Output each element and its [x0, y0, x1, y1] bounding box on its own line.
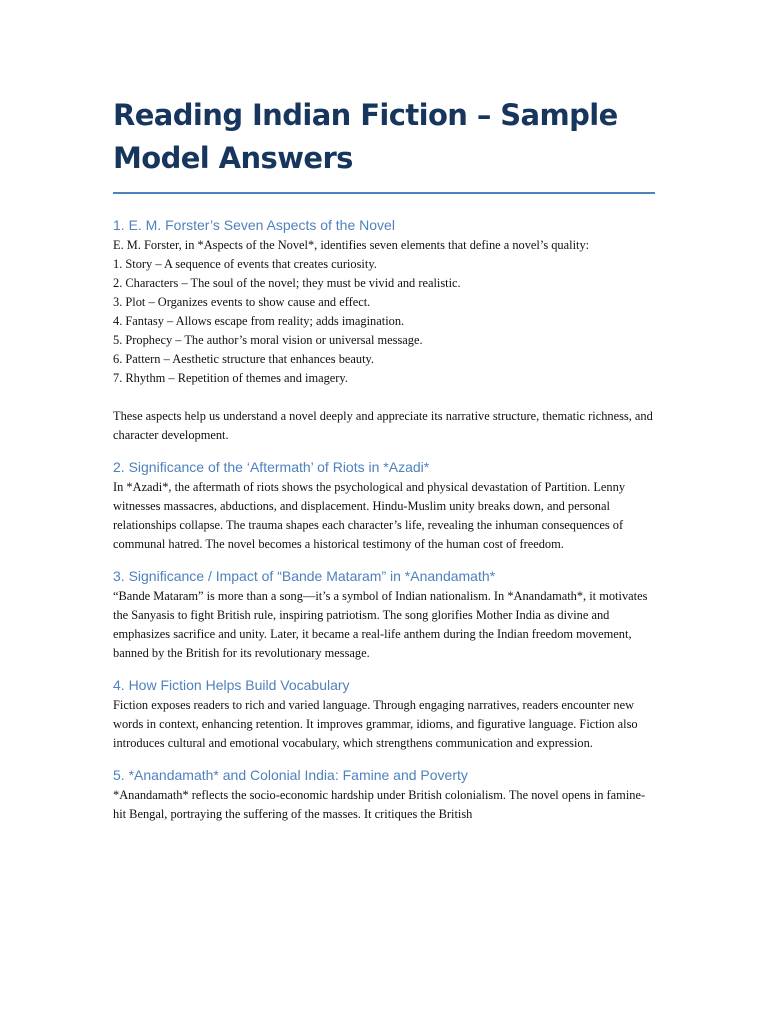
list-item: 3. Plot – Organizes events to show cause and effect. — [113, 295, 371, 309]
list-item: 7. Rhythm – Repetition of themes and imagery. — [113, 371, 348, 385]
section-heading: 2. Significance of the ‘Aftermath’ of Riots in *Azadi* — [113, 459, 430, 475]
section-body: In *Azadi*, the aftermath of riots shows the psychological and physical devastation of Partition. Lenny witnesses massacres, abductions, and displacement. Hindu-Muslim unity breaks down, and personal relationships collapse. The trauma shapes each character’s life, revealing the inhuman consequences of communal hatred. The novel becomes a historical testimony of the human cost of freedom. — [113, 480, 626, 551]
section-body: “Bande Mataram” is more than a song—it’s a symbol of Indian nationalism. In *Anandamath*, it motivates the Sanyasis to fight British rule, inspiring patriotism. The song glorifies Mother India as divine and emphasizes sacrifice and unity. Later, it became a real-life anthem during the Indian freedom movement, banned by the British for its revolutionary message. — [113, 589, 648, 660]
title-underline — [113, 192, 655, 194]
list-item: 6. Pattern – Aesthetic structure that enhances beauty. — [113, 352, 375, 366]
section-anandamath-colonial — [113, 765, 654, 824]
section-heading: 5. *Anandamath* and Colonial India: Famine and Poverty — [113, 767, 468, 783]
section-body: *Anandamath* reflects the socio-economic hardship under British colonialism. The novel opens in famine-hit Bengal, portraying the suffering of the masses. It critiques the British — [113, 788, 646, 821]
section-heading: 1. E. M. Forster’s Seven Aspects of the Novel — [113, 217, 395, 233]
list-item: 5. Prophecy – The author’s moral vision or universal message. — [113, 333, 423, 347]
section-azadi-aftermath — [113, 457, 654, 554]
list-item: 4. Fantasy – Allows escape from reality; adds imagination. — [113, 314, 405, 328]
section-forster-aspects — [113, 215, 654, 445]
section-bande-mataram — [113, 566, 654, 663]
aspects-list — [113, 255, 654, 388]
section-body: Fiction exposes readers to rich and varied language. Through engaging narratives, readers encounter new words in context, enhancing retention. It improves grammar, idioms, and figurative language. Fiction also introduces cultural and emotional vocabulary, which strengthens communication and expression. — [113, 698, 638, 750]
section-heading: 4. How Fiction Helps Build Vocabulary — [113, 677, 350, 693]
section-fiction-vocabulary — [113, 675, 654, 753]
document-title: Reading Indian Fiction – Sample Model Answers — [113, 98, 618, 175]
section-heading: 3. Significance / Impact of “Bande Mataram” in *Anandamath* — [113, 568, 496, 584]
list-item: 2. Characters – The soul of the novel; they must be vivid and realistic. — [113, 276, 461, 290]
section-intro: E. M. Forster, in *Aspects of the Novel*, identifies seven elements that define a novel’s quality: — [113, 238, 590, 252]
list-item: 1. Story – A sequence of events that creates curiosity. — [113, 257, 377, 271]
section-conclusion: These aspects help us understand a novel deeply and appreciate its narrative structure, thematic richness, and character development. — [113, 409, 653, 442]
